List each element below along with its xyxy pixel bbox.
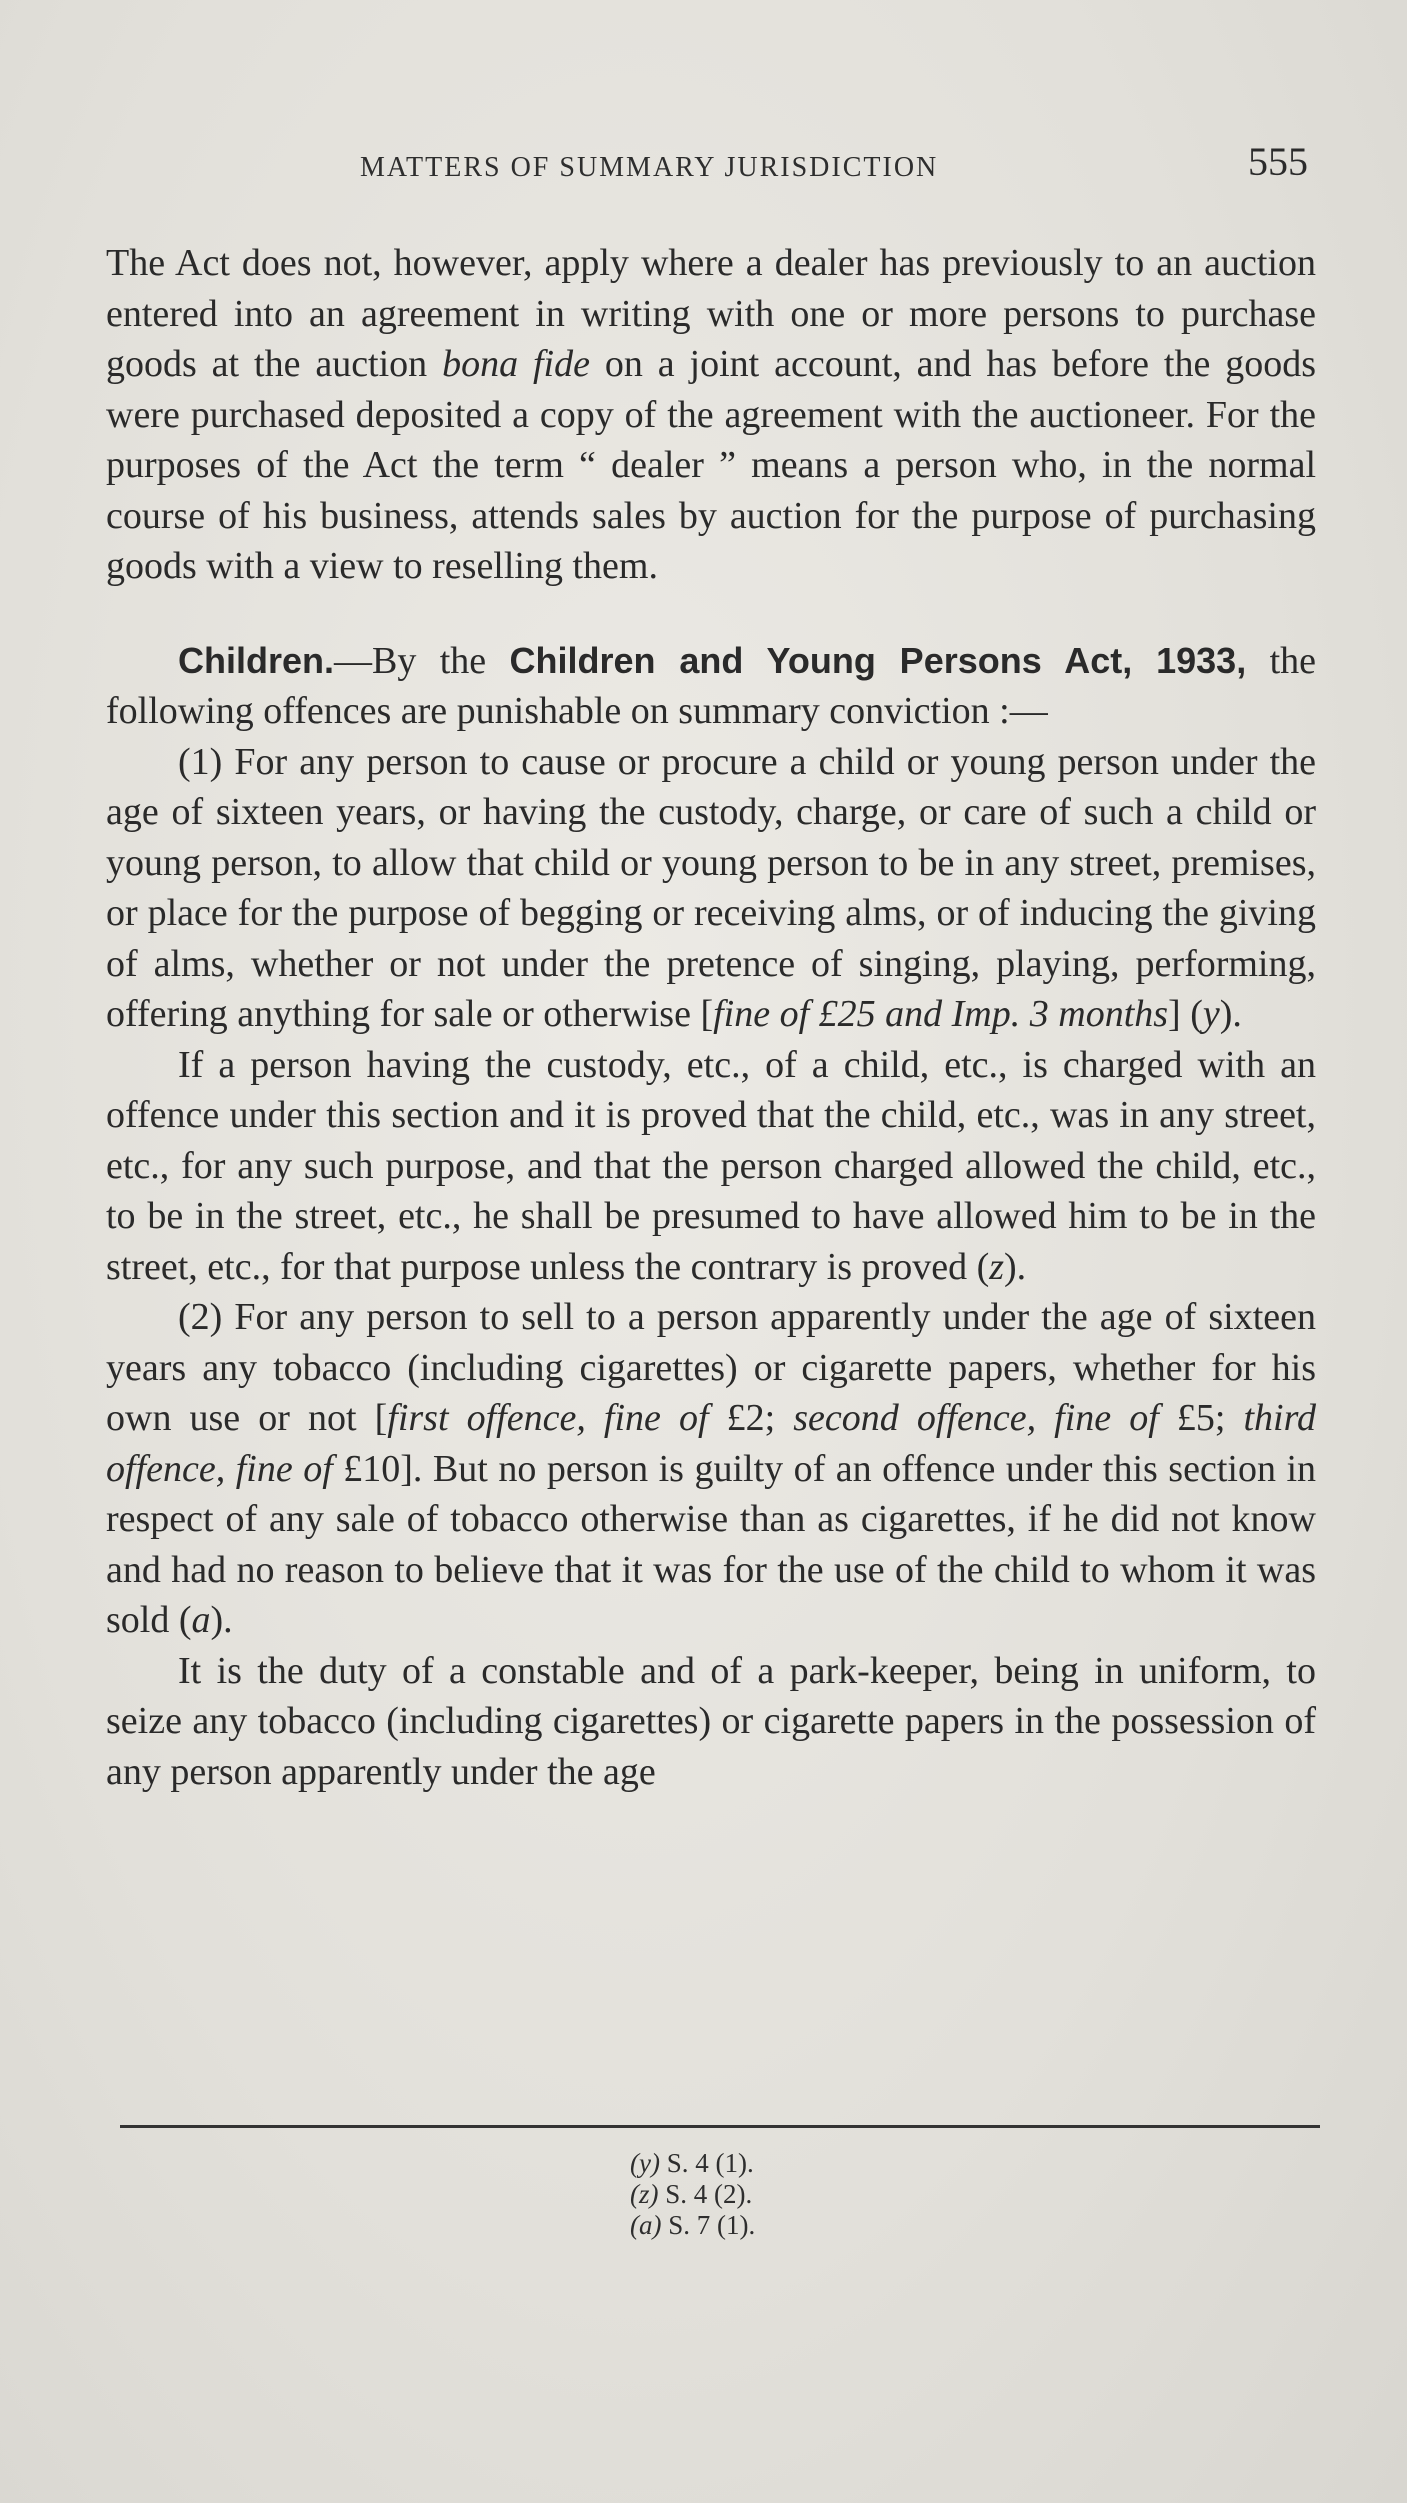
page-number: 555 xyxy=(1248,139,1308,184)
footnote-a: (a) S. 7 (1). xyxy=(630,2210,756,2240)
paragraph-tobacco-offence: (2) For any person to sell to a person apparently under the age of sixteen years any tobacco (including cigarettes) or cigarette papers, whether for his own use or not [first offence, fine of £2; second offence, fine of £5; third offence, fine of £10]. But no person is guilty of an offence under this section in respect of any sale of tobacco otherwise than as cigarettes, if he did not know and had no reason to believe that it was for the use of the child to whom it was sold (a). xyxy=(106,1296,1316,1641)
paragraph-presumption: If a person having the custody, etc., of a child, etc., is charged with an offence under this section and it is proved that the child, etc., was in any street, etc., for any such purpose, and that the person charged allowed the child, etc., to be in the street, etc., he shall be presumed to have allowed him to be in the street, etc., for that purpose unless the contrary is proved (z). xyxy=(106,1043,1316,1288)
paragraph-auction-exception: The Act does not, however, apply where a dealer has previously to an auction entered into an agreement in writing with one or more persons to purchase goods at the auction bona fide on a joint account, and has before the goods were purchased deposited a copy of the agreement with the auctioneer. For the purposes of the Act the term “ dealer ” means a person who, in the normal course of his business, attends sales by auction for the purpose of purchasing goods with a view to reselling them. xyxy=(106,242,1317,587)
footnote-rule xyxy=(120,2125,1320,2128)
body-text xyxy=(106,238,1316,1797)
running-head: MATTERS OF SUMMARY JURISDICTION xyxy=(360,152,939,183)
act-title: Children and Young Persons Act, 1933, xyxy=(509,639,1247,681)
footnote-z: (z) S. 4 (2). xyxy=(630,2179,753,2209)
paragraph-children-heading: Children.—By the Children and Young Persons Act, 1933, the following offences are punishable on summary conviction :— xyxy=(106,639,1316,732)
section-heading: Children. xyxy=(178,639,335,681)
paragraph-constable-duty: It is the duty of a constable and of a park-keeper, being in uniform, to seize any tobacco (including cigarettes) or cigarette papers in the possession of any person apparently under the age xyxy=(106,1649,1316,1793)
paragraph-begging-offence: (1) For any person to cause or procure a child or young person under the age of sixteen years, or having the custody, charge, or care of such a child or young person, to allow that child or young person to be in any street, premises, or place for the purpose of begging or receiving alms, or of inducing the giving of alms, whether or not under the pretence of singing, playing, performing, offering anything for sale or otherwise [fine of £25 and Imp. 3 months] (y). xyxy=(106,740,1316,1035)
footnote-y: (y) S. 4 (1). xyxy=(630,2148,754,2178)
footnotes xyxy=(630,2148,755,2241)
